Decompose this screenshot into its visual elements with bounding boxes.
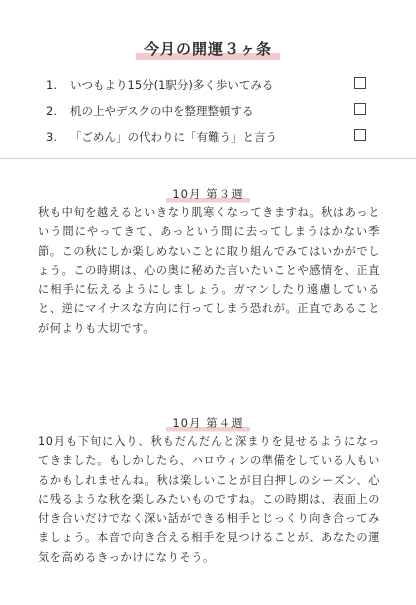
week-4-text: 10月も下旬に入り、秋もだんだんと深まりを見せるようになってきました。もしかしたら、ハロウィンの準備をしている人もいるかもしれませんね。秋は楽しいことが目白押しのシーズン、心に残るような秋を楽しみたいものですね。この時期は、表面上の付き合いだけでなく深い話ができる相手とじっくり向き合ってみましょう。本音で向き合える相手を見つけることが、あなたの運気を高めるきっかけになりそう。 (38, 435, 380, 564)
item-text: いつもより15分(1駅分)多く歩いてみる (70, 78, 274, 92)
checkbox[interactable] (354, 103, 366, 115)
week-4-heading (0, 412, 416, 432)
section-divider (0, 158, 416, 159)
page-title: 今月の開運３ヶ条 (136, 38, 280, 62)
checkbox[interactable] (354, 77, 366, 89)
item-number: 1. (46, 78, 57, 92)
item-text: 机の上やデスクの中を整理整頓する (70, 104, 254, 118)
fortune-checklist (46, 72, 366, 150)
checklist-item (46, 98, 366, 124)
checklist-item (46, 72, 366, 98)
checklist-item (46, 124, 366, 150)
week-3-text: 秋も中旬を越えるといきなり肌寒くなってきますね。秋はあっという間にやってきて、あっという間に去ってしまうはかない季節。この秋にしか楽しめないことに取り組んでみてはいかがでしょう。この時期は、心の奥に秘めた言いたいことや感情を、正直に相手に伝えるようにしましょう。ガマンしたり遠慮していると、逆にマイナスな方向に行ってしまう恐れが。正直であることが何よりも大切です。 (38, 206, 380, 335)
week-3-heading (0, 183, 416, 203)
item-number: 2. (46, 104, 57, 118)
item-text: 「ごめん」の代わりに「有難う」と言う (70, 130, 277, 144)
checkbox[interactable] (354, 129, 366, 141)
title-area (0, 38, 416, 62)
week-label: 10月 第３週 (166, 186, 249, 203)
item-number: 3. (46, 130, 57, 144)
week-label: 10月 第４週 (166, 415, 249, 432)
